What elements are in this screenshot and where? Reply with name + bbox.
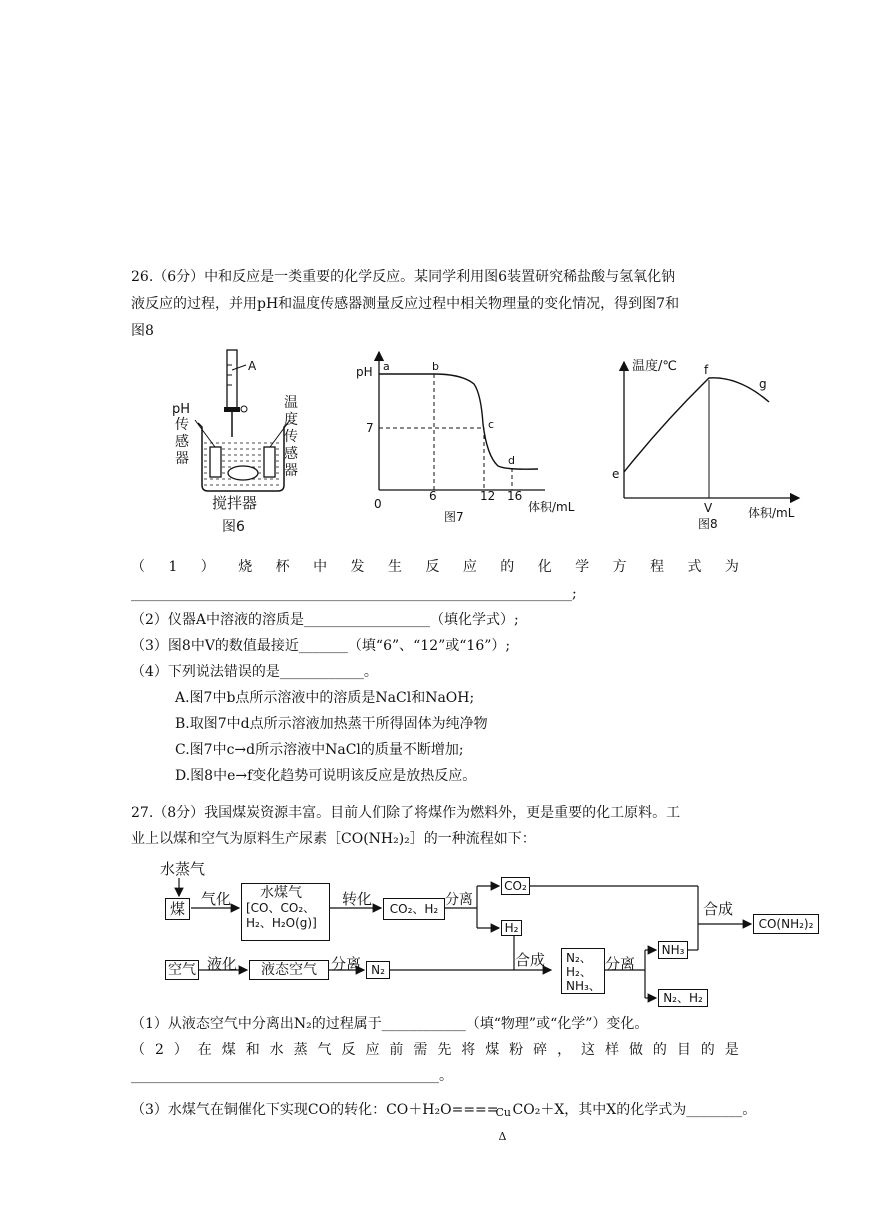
figure-8-temperature-chart <box>604 352 814 532</box>
flow-separate3-label: 分离 <box>605 955 636 973</box>
fig8-ylabel: 温度/℃ <box>632 359 677 374</box>
svg-text:12: 12 <box>480 489 496 503</box>
flow-separate2-label: 分离 <box>331 955 362 973</box>
fig8-caption: 图8 <box>698 517 718 531</box>
fig8-xlabel: 体积/mL <box>748 506 795 520</box>
flow-co2-h2-box: CO₂、H₂ <box>383 898 445 920</box>
q26-sub1-answer-blank: _______________________________________________________________; <box>131 586 577 602</box>
q26-stem-line2: 液反应的过程，并用pH和温度传感器测量反应过程中相关物理量的变化情况，得到图7和 <box>131 296 680 312</box>
svg-text:d: d <box>508 454 515 467</box>
q26-option-A: A.图7中b点所示溶液中的溶质是NaCl和NaOH; <box>175 690 475 706</box>
heat-symbol: Δ <box>498 1130 507 1143</box>
flow-synth1-label: 合成 <box>703 900 734 918</box>
flow-n2-h2-box: N₂、H₂ <box>658 989 708 1007</box>
q27-sub2-answer-blank: ____________________________________________。 <box>131 1068 453 1084</box>
flow-n2-box: N₂ <box>366 961 390 979</box>
flow-steam-label: 水蒸气 <box>160 860 206 878</box>
q27-sub1: （1）从液态空气中分离出N₂的过程属于____________（填“物理”或“化学”）变化。 <box>131 1016 649 1032</box>
svg-text:6: 6 <box>429 489 437 503</box>
figure-7-ph-chart <box>350 350 590 525</box>
figure-6-apparatus <box>160 345 310 540</box>
flow-separate1-label: 分离 <box>445 892 473 908</box>
q26-sub3: （3）图8中V的数值最接近_______（填“6”、“12”或“16”）; <box>131 638 511 654</box>
svg-text:感: 感 <box>284 446 298 462</box>
svg-text:感: 感 <box>175 434 189 450</box>
flow-gasify-label: 气化 <box>201 890 232 908</box>
q26-stem-line1: 26.（6分）中和反应是一类重要的化学反应。某同学利用图6装置研究稀盐酸与氢氧化钠 <box>131 269 676 285</box>
catalyst-cu: Cu <box>495 1106 512 1119</box>
flow-synth2-label: 合成 <box>515 951 546 969</box>
fig8-xtick-V: V <box>704 501 713 515</box>
urea-process-flowchart <box>155 858 814 1008</box>
svg-text:g: g <box>759 377 767 391</box>
svg-text:16: 16 <box>507 489 523 503</box>
flow-convert-label: 转化 <box>342 890 373 908</box>
flow-mixture-box: N₂、 H₂、 NH₃、 <box>561 948 605 994</box>
fig6-caption: 图6 <box>222 519 245 535</box>
svg-text:温: 温 <box>284 395 298 411</box>
q26-option-D: D.图8中e→f变化趋势可说明该反应是放热反应。 <box>175 768 477 784</box>
q27-stem-line2: 业上以煤和空气为原料生产尿素［CO(NH₂)₂］的一种流程如下： <box>131 831 536 847</box>
q26-option-B: B.取图7中d点所示溶液加热蒸干所得固体为纯净物 <box>175 716 488 732</box>
svg-text:pH: pH <box>172 402 191 417</box>
fig7-caption: 图7 <box>444 510 464 524</box>
svg-text:器: 器 <box>175 451 189 467</box>
flow-urea-box: CO(NH₂)₂ <box>753 914 819 934</box>
q26-sub2: （2）仪器A中溶液的溶质是__________________（填化学式）; <box>131 612 519 628</box>
q27-sub3: （3）水煤气在铜催化下实现CO的转化：CO＋H₂O==== Cu Δ CO₂＋X，其中X的化学式为________。 <box>131 1097 756 1123</box>
svg-text:器: 器 <box>284 463 298 479</box>
flow-liquefy-label: 液化 <box>207 955 238 973</box>
q27-sub2: （ 2 ） 在 煤 和 水 蒸 气 反 应 前 需 先 将 煤 粉 碎 ， 这 样 做 的 目 的 是 <box>131 1042 739 1058</box>
q27-stem-line1: 27.（8分）我国煤炭资源丰富。目前人们除了将煤作为燃料外，更是重要的化工原料。工 <box>131 805 681 821</box>
svg-text:a: a <box>383 360 390 373</box>
svg-text:e: e <box>612 467 620 481</box>
svg-text:f: f <box>704 363 709 377</box>
flow-liquid-air-box: 液态空气 <box>249 960 329 980</box>
fig7-ytick-7: 7 <box>366 421 374 435</box>
q26-sub4: （4）下列说法错误的是____________。 <box>131 664 378 680</box>
fig7-ylabel: pH <box>356 365 373 379</box>
svg-text:传: 传 <box>175 417 189 433</box>
svg-text:b: b <box>432 360 439 373</box>
flow-nh3-box: NH₃ <box>658 941 688 959</box>
flow-h2-box: H₂ <box>501 920 522 936</box>
svg-text:0: 0 <box>374 497 382 511</box>
flow-co2-box: CO₂ <box>501 877 530 895</box>
q26-sub1: （ 1 ） 烧 杯 中 发 生 反 应 的 化 学 方 程 式 为 <box>131 559 739 575</box>
flow-air-box: 空气 <box>165 960 199 980</box>
svg-text:c: c <box>488 418 495 431</box>
flow-coal-box: 煤 <box>165 898 190 920</box>
fig6-label-A: A <box>248 359 257 373</box>
fig7-xlabel: 体积/mL <box>528 500 575 514</box>
fig8-temperature-curve <box>624 378 769 472</box>
q26-stem-line3: 图8 <box>131 323 154 339</box>
svg-text:传: 传 <box>284 429 298 445</box>
fig6-stirrer-label: 搅拌器 <box>212 494 258 512</box>
q26-option-C: C.图7中c→d所示溶液中NaCl的质量不断增加; <box>175 742 464 758</box>
svg-text:度: 度 <box>284 412 298 428</box>
flow-water-gas-box: 水煤气 [CO、CO₂、 H₂、H₂O(g)] <box>241 883 330 941</box>
